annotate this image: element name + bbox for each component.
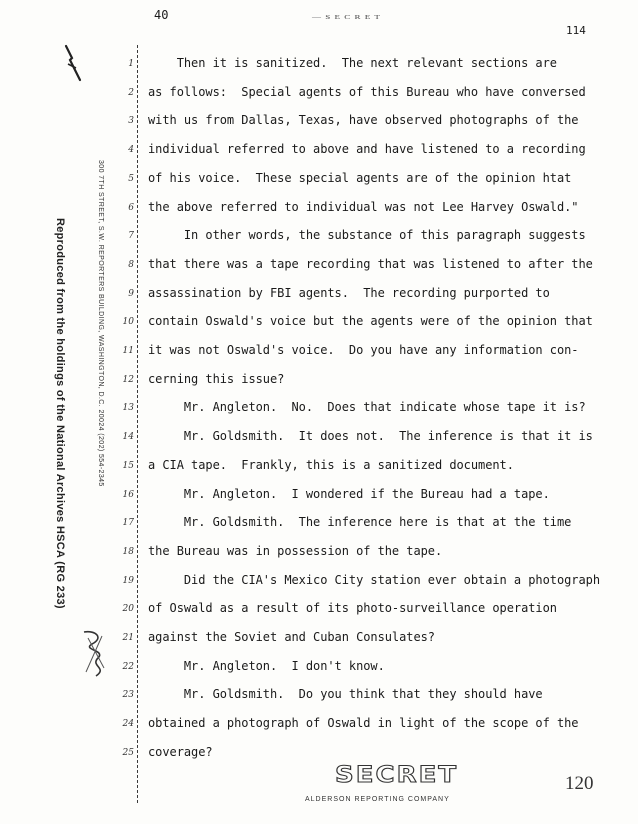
transcript-line: the above referred to individual was not Lee Harvey Oswald." [148, 200, 579, 214]
line-number: 5 [128, 174, 134, 184]
line-number: 6 [128, 203, 134, 213]
line-number: 18 [122, 547, 134, 557]
line-number: 1 [128, 59, 134, 69]
transcript-line: assassination by FBI agents. The recording purported to [148, 286, 550, 300]
line-number: 4 [128, 145, 134, 155]
transcript-line: against the Soviet and Cuban Consulates? [148, 630, 435, 644]
line-number: 9 [128, 289, 134, 299]
line-number: 15 [122, 461, 134, 471]
transcript-line: a CIA tape. Frankly, this is a sanitized document. [148, 458, 514, 472]
transcript-line: obtained a photograph of Oswald in light of the scope of the [148, 716, 579, 730]
transcript-line: In other words, the substance of this paragraph suggests [148, 228, 586, 242]
transcript-line: that there was a tape recording that was listened to after the [148, 257, 593, 271]
line-number: 8 [128, 260, 134, 270]
transcript-line: of Oswald as a result of its photo-surveillance operation [148, 601, 557, 615]
transcript-line: Did the CIA's Mexico City station ever obtain a photograph [148, 573, 601, 587]
line-number: 7 [128, 231, 134, 241]
transcript-line: coverage? [148, 745, 213, 759]
page-number-right: 114 [566, 24, 586, 37]
line-number: 13 [122, 403, 134, 413]
line-number: 20 [122, 604, 134, 614]
handwritten-scribble [78, 628, 114, 685]
transcript-line: individual referred to above and have listened to a recording [148, 142, 586, 156]
reporter-address: 300 7TH STREET, S.W. REPORTERS BUILDING, WASHINGTON, D.C. 20024 (202) 554-2345 [97, 160, 104, 487]
transcript-line: it was not Oswald's voice. Do you have any information con- [148, 343, 579, 357]
transcript-line: Mr. Angleton. I wondered if the Bureau had a tape. [148, 487, 550, 501]
header-classification: — S E C R E T [312, 13, 381, 21]
transcript-line: Mr. Goldsmith. Do you think that they should have [148, 687, 543, 701]
line-number: 14 [122, 432, 134, 442]
transcript-line: as follows: Special agents of this Bureau who have conversed [148, 85, 586, 99]
line-number: 16 [122, 490, 134, 500]
line-number: 17 [122, 518, 134, 528]
archive-source-note: Reproduced from the holdings of the National Archives HSCA (RG 233) [54, 218, 66, 609]
line-number: 24 [122, 719, 134, 729]
line-number: 10 [122, 317, 134, 327]
transcript-line: the Bureau was in possession of the tape. [148, 544, 443, 558]
transcript-line: cerning this issue? [148, 372, 285, 386]
line-number: 2 [128, 88, 134, 98]
line-number: 19 [122, 576, 134, 586]
transcript-line: Mr. Goldsmith. The inference here is that at the time [148, 515, 572, 529]
line-number: 11 [122, 346, 134, 356]
document-page-number: 120 [565, 773, 594, 794]
line-number: 12 [122, 375, 134, 385]
line-number: 23 [122, 690, 134, 700]
transcript-line: of his voice. These special agents are of the opinion htat [148, 171, 572, 185]
transcript-line: Mr. Angleton. I don't know. [148, 659, 385, 673]
transcript-line: Then it is sanitized. The next relevant sections are [148, 56, 557, 70]
line-number: 21 [122, 633, 134, 643]
margin-rule [137, 45, 138, 803]
transcript-line: Mr. Goldsmith. It does not. The inference is that it is [148, 429, 593, 443]
transcript-line: contain Oswald's voice but the agents were of the opinion that [148, 314, 593, 328]
transcript-line: Mr. Angleton. No. Does that indicate whose tape it is? [148, 400, 586, 414]
line-number: 22 [122, 662, 134, 672]
line-number: 3 [128, 116, 134, 126]
reporting-company-footer: ALDERSON REPORTING COMPANY [305, 796, 450, 803]
handwritten-mark [62, 44, 86, 89]
page-number-left: 40 [154, 8, 169, 22]
transcript-line: with us from Dallas, Texas, have observed photographs of the [148, 113, 579, 127]
line-number: 25 [122, 748, 134, 758]
classification-stamp: SECRET [335, 762, 459, 788]
